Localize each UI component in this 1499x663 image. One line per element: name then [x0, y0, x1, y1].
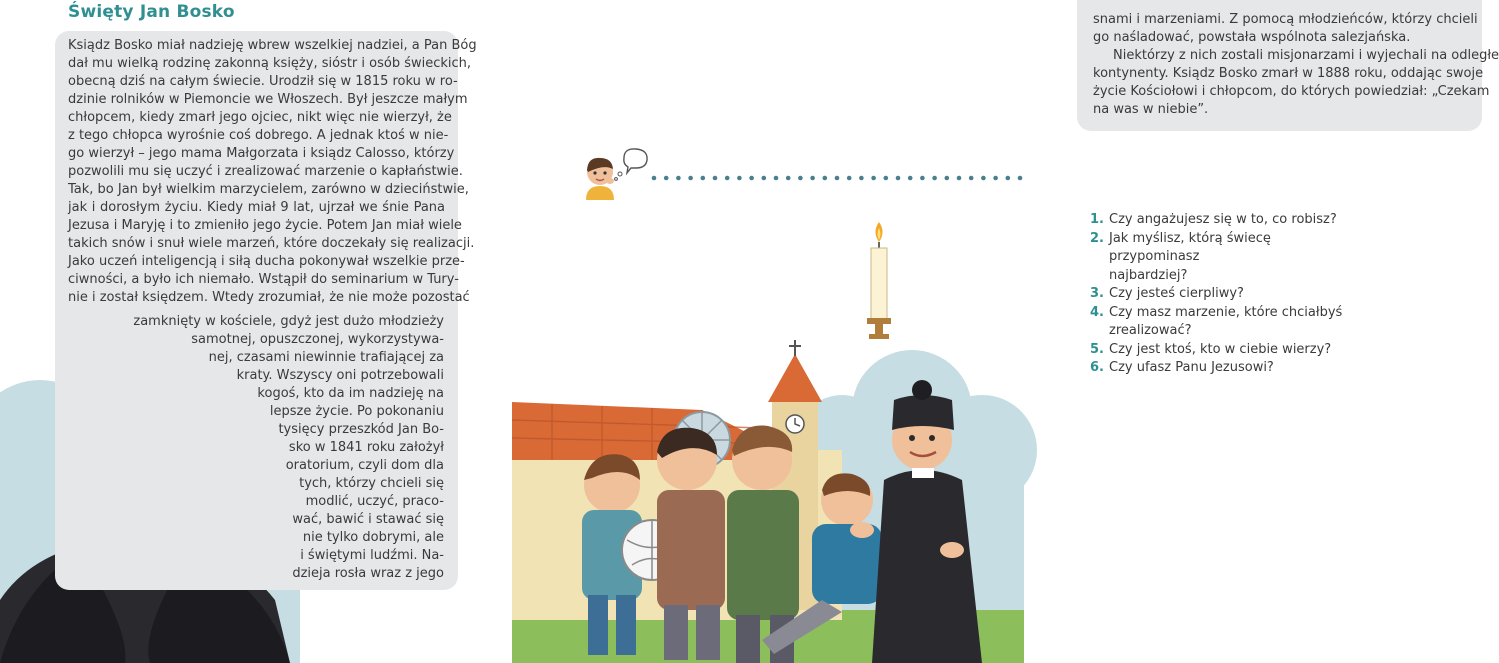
- text-line: dzinie rolników w Piemoncie we Włoszech. Był jeszcze małym: [68, 92, 468, 107]
- text-line: oratorium, czyli dom dla: [285, 458, 444, 473]
- text-line: dał mu wielką rodzinę zakonną księży, sióstr i osób świeckich,: [68, 56, 472, 71]
- divider-dot: [993, 176, 998, 181]
- text-line: Ksiądz Bosko miał nadzieję wbrew wszelkiej nadziei, a Pan Bóg: [68, 38, 477, 53]
- divider-dot: [688, 176, 693, 181]
- divider-dot: [823, 176, 828, 181]
- text-line: i świętymi ludźmi. Na-: [300, 548, 444, 563]
- text-line: dzieja rosła wraz z jego: [292, 566, 444, 581]
- question-item: [1090, 304, 1355, 341]
- text-line: wać, bawić i stawać się: [292, 512, 444, 527]
- thinking-boy-icon: [580, 148, 650, 200]
- divider-dot: [798, 176, 803, 181]
- question-line: Czy jesteś cierpliwy?: [1109, 286, 1244, 301]
- divider-dot: [762, 176, 767, 181]
- candle-icon: [864, 220, 894, 342]
- text-line: takich snów i snuł wiele marzeń, które doczekały się realizacji.: [68, 236, 475, 251]
- text-line: sko w 1841 roku założył: [288, 440, 444, 455]
- text-line: chłopcem, kiedy zmarł jego ojciec, nikt więc nie wierzył, że: [68, 110, 452, 125]
- text-line: snami i marzeniami. Z pomocą młodzieńców, którzy chcieli: [1093, 12, 1478, 27]
- text-line: lepsze życie. Po pokonaniu: [269, 404, 444, 419]
- text-line: go naśladować, powstała wspólnota salezjańska.: [1093, 30, 1411, 45]
- divider-dot: [920, 176, 925, 181]
- dotted-divider: [650, 173, 1024, 183]
- text-line: Jako uczeń inteligencją i siłą ducha pokonywał wszelkie prze-: [68, 254, 465, 269]
- divider-dot: [664, 176, 669, 181]
- divider-dot: [737, 176, 742, 181]
- story-paragraph: [68, 37, 477, 307]
- text-line: życie Kościołowi i chłopcom, do których powiedział: „Czekam: [1093, 84, 1490, 99]
- question-text: [1109, 211, 1355, 230]
- divider-dot: [774, 176, 779, 181]
- question-text: [1109, 230, 1355, 286]
- text-line: go wierzył – jego mama Małgorzata i ksiądz Calosso, którzy: [68, 146, 455, 161]
- divider-dot: [981, 176, 986, 181]
- question-text: [1109, 341, 1355, 360]
- question-number: 4.: [1090, 304, 1104, 320]
- divider-dot: [871, 176, 876, 181]
- question-line: Czy angażujesz się w to, co robisz?: [1109, 212, 1337, 227]
- divider-dot: [786, 176, 791, 181]
- text-line: kogoś, kto da im nadzieję na: [257, 386, 444, 401]
- divider-dot: [969, 176, 974, 181]
- question-number: 2.: [1090, 230, 1104, 246]
- text-line: Niektórzy z nich zostali misjonarzami i wyjechali na odległe: [1113, 48, 1499, 63]
- divider-dot: [847, 176, 852, 181]
- divider-dot: [932, 176, 937, 181]
- text-line: nej, czasami niewinnie trafiającej za: [208, 350, 444, 365]
- divider-dot: [884, 176, 889, 181]
- right-page: [512, 0, 1499, 663]
- question-item: [1090, 285, 1355, 304]
- text-line: nie tylko dobrymi, ale: [302, 530, 444, 545]
- divider-dot: [908, 176, 913, 181]
- question-item: [1090, 211, 1355, 230]
- text-line: Tak, bo Jan był wielkim marzycielem, zarówno w dzieciństwie,: [68, 182, 469, 197]
- text-line: ciwności, a było ich niemało. Wstąpił do seminarium w Tury-: [68, 272, 459, 287]
- question-number: 5.: [1090, 341, 1104, 357]
- divider-dot: [945, 176, 950, 181]
- divider-dot: [1018, 176, 1023, 181]
- text-line: jak i dorosłym życiu. Kiedy miał 9 lat, ujrzał we śnie Pana: [68, 200, 445, 215]
- divider-dot: [725, 176, 730, 181]
- divider-dot: [749, 176, 754, 181]
- text-line: samotnej, opuszczonej, wykorzystywa-: [191, 332, 444, 347]
- text-line: Jezusa i Maryję i to zmieniło jego życie. Potem Jan miał wiele: [68, 218, 462, 233]
- divider-dot: [1006, 176, 1011, 181]
- question-number: 6.: [1090, 360, 1104, 375]
- question-number: 1.: [1090, 212, 1104, 227]
- text-line: kraty. Wszyscy oni potrzebowali: [236, 368, 444, 383]
- question-item: [1090, 359, 1355, 378]
- question-line: Czy masz marzenie, które chciałbyś: [1109, 304, 1343, 320]
- text-line: modlić, uczyć, praco-: [305, 494, 444, 509]
- church-scene: [512, 340, 1024, 663]
- divider-dot: [810, 176, 815, 181]
- story-paragraph-continued: [1093, 11, 1499, 119]
- question-line: zrealizować?: [1109, 323, 1192, 338]
- left-page: [0, 0, 512, 663]
- divider-dot: [701, 176, 706, 181]
- text-line: na was w niebie”.: [1093, 102, 1209, 117]
- question-line: Czy jest ktoś, kto w ciebie wierzy?: [1109, 341, 1332, 357]
- divider-dot: [713, 176, 718, 181]
- question-text: [1109, 359, 1355, 378]
- question-list: [1090, 211, 1355, 378]
- divider-dot: [652, 176, 657, 181]
- text-line: nie i został księdzem. Wtedy zrozumiał, że nie może pozostać: [68, 290, 470, 305]
- text-line: tysięcy przeszkód Jan Bo-: [278, 422, 444, 437]
- divider-dot: [676, 176, 681, 181]
- story-paragraph-wrap: [124, 313, 444, 583]
- text-line: z tego chłopca wyrośnie coś dobrego. A jednak ktoś w nie-: [68, 128, 449, 143]
- question-line: najbardziej?: [1109, 267, 1188, 283]
- divider-dot: [835, 176, 840, 181]
- page-title: Święty Jan Bosko: [68, 2, 235, 22]
- text-line: pozwolili mu się uczyć i zrealizować marzenie o kapłaństwie.: [68, 164, 463, 179]
- question-text: [1109, 304, 1355, 341]
- divider-dot: [896, 176, 901, 181]
- question-item: [1090, 341, 1355, 360]
- question-number: 3.: [1090, 286, 1104, 301]
- divider-dot: [859, 176, 864, 181]
- question-item: [1090, 230, 1355, 286]
- question-line: Jak myślisz, którą świecę przypominasz: [1109, 230, 1271, 264]
- text-line: obecną dziś na całym świecie. Urodził się w 1815 roku w ro-: [68, 74, 458, 89]
- text-line: kontynenty. Ksiądz Bosko zmarł w 1888 roku, oddając swoje: [1093, 66, 1484, 81]
- question-text: [1109, 285, 1355, 304]
- text-line: tych, którzy chcieli się: [299, 476, 444, 491]
- text-line: zamknięty w kościele, gdyż jest dużo młodzieży: [133, 314, 444, 329]
- question-line: Czy ufasz Panu Jezusowi?: [1109, 360, 1274, 375]
- divider-dot: [957, 176, 962, 181]
